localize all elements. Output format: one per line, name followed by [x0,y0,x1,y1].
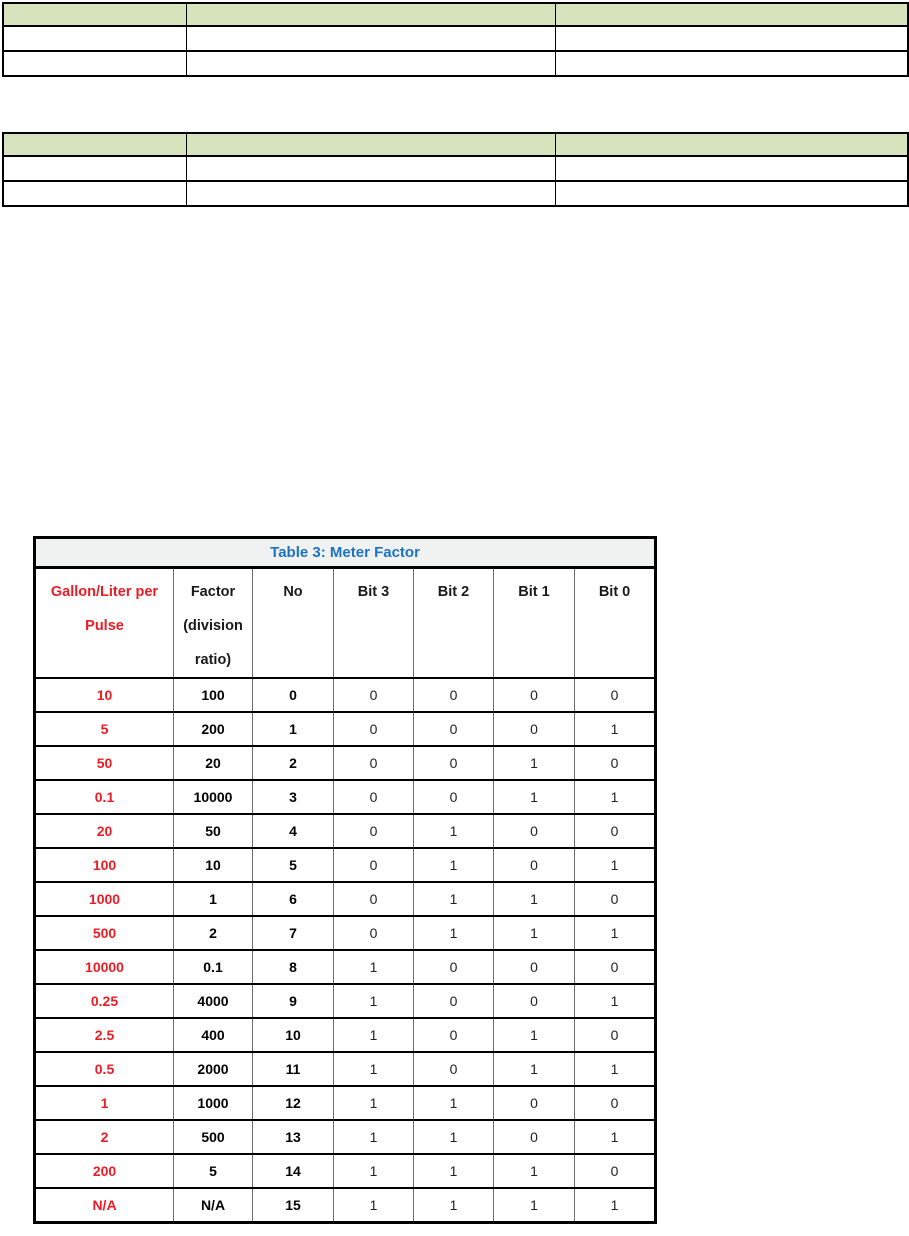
table-row [35,1188,656,1223]
table-cell: 2 [253,746,334,780]
table-cell: 1 [494,1188,575,1223]
table-cell: 1 [334,1154,414,1188]
table-row [35,712,656,746]
table-cell: 20 [35,814,174,848]
table-cell: 0 [575,678,656,712]
table-row [35,882,656,916]
table-row [35,984,656,1018]
table-cell: 400 [174,1018,253,1052]
empty-row [3,181,908,206]
table-cell: 1 [414,848,494,882]
empty-cell [555,181,908,206]
table-cell: 100 [174,678,253,712]
empty-cell [3,181,186,206]
table-cell: 13 [253,1120,334,1154]
table-cell: 1 [575,712,656,746]
table-cell: 1 [494,780,575,814]
table-cell: 200 [35,1154,174,1188]
table-row [35,1018,656,1052]
table-cell: 0 [414,678,494,712]
empty-header-row [3,3,908,26]
empty-row [3,51,908,76]
table-cell: 0 [414,780,494,814]
table-cell: 1 [414,882,494,916]
table-cell: 3 [253,780,334,814]
table-row [35,1154,656,1188]
table-cell: 0.25 [35,984,174,1018]
table-cell: 0.5 [35,1052,174,1086]
table-title-row [35,538,656,568]
table-cell: 14 [253,1154,334,1188]
empty-cell [186,26,555,51]
table-cell: 0 [414,1018,494,1052]
table-cell: 1 [334,1086,414,1120]
table-cell: 0 [494,984,575,1018]
column-header: Bit 2 [414,568,494,679]
table-cell: 20 [174,746,253,780]
table-cell: 6 [253,882,334,916]
table-cell: 4000 [174,984,253,1018]
table-cell: 9 [253,984,334,1018]
table-cell: 0 [575,950,656,984]
table-cell: 1 [575,984,656,1018]
table-cell: 10000 [174,780,253,814]
column-header: Gallon/Liter per Pulse [35,568,174,679]
table-cell: 1 [494,746,575,780]
table-row [35,1086,656,1120]
table-cell: 10 [253,1018,334,1052]
table-cell: N/A [35,1188,174,1223]
table-cell: 0 [334,848,414,882]
table-cell: N/A [174,1188,253,1223]
table-cell: 1 [414,1086,494,1120]
empty-cell [186,3,555,26]
table-cell: 1 [334,1018,414,1052]
table-cell: 1 [575,780,656,814]
empty-cell [186,181,555,206]
empty-table-second [2,132,909,207]
table-cell: 5 [174,1154,253,1188]
table-cell: 1 [414,814,494,848]
table-cell: 10 [35,678,174,712]
table-cell: 10 [174,848,253,882]
table-cell: 2 [174,916,253,950]
table-cell: 0 [494,950,575,984]
table-row [35,814,656,848]
empty-cell [3,26,186,51]
table-cell: 1 [334,950,414,984]
table-cell: 1 [575,1052,656,1086]
table-cell: 1 [414,1154,494,1188]
empty-cell [555,51,908,76]
table-cell: 7 [253,916,334,950]
table-cell: 1 [575,1120,656,1154]
table-cell: 0 [494,814,575,848]
empty-table-top [2,2,909,77]
table-cell: 1000 [174,1086,253,1120]
table-cell: 0 [414,1052,494,1086]
table-cell: 1 [494,916,575,950]
table-cell: 0 [494,1120,575,1154]
column-header: Bit 0 [575,568,656,679]
table-cell: 50 [174,814,253,848]
table-cell: 0 [575,1154,656,1188]
table-row [35,1120,656,1154]
table-cell: 1 [174,882,253,916]
table-cell: 2 [35,1120,174,1154]
table-row [35,746,656,780]
table-cell: 100 [35,848,174,882]
table-cell: 1 [414,1188,494,1223]
table-row [35,678,656,712]
table-cell: 1 [414,1120,494,1154]
meter-factor-table [33,536,657,1224]
empty-cell [555,156,908,181]
empty-cell [3,156,186,181]
table-cell: 0 [334,882,414,916]
table-cell: 200 [174,712,253,746]
table-cell: 11 [253,1052,334,1086]
table-cell: 1 [334,1120,414,1154]
table-cell: 0.1 [35,780,174,814]
table-cell: 1 [575,1188,656,1223]
table-cell: 0 [494,712,575,746]
table-row [35,1052,656,1086]
table-cell: 12 [253,1086,334,1120]
empty-cell [3,51,186,76]
empty-cell [186,51,555,76]
table-cell: 1 [494,1052,575,1086]
table-cell: 1 [494,1018,575,1052]
table-cell: 0 [334,780,414,814]
empty-cell [3,133,186,156]
table-cell: 50 [35,746,174,780]
table-row [35,950,656,984]
table-cell: 2000 [174,1052,253,1086]
column-header: Factor (division ratio) [174,568,253,679]
column-header: Bit 3 [334,568,414,679]
table-cell: 1 [35,1086,174,1120]
table-row [35,916,656,950]
column-header: Bit 1 [494,568,575,679]
table-cell: 1 [334,1188,414,1223]
table-cell: 5 [253,848,334,882]
table-cell: 1 [414,916,494,950]
table-cell: 0 [334,916,414,950]
column-header: No [253,568,334,679]
table-cell: 8 [253,950,334,984]
table-row [35,848,656,882]
table-cell: 1 [575,916,656,950]
table-cell: 0 [494,678,575,712]
table-cell: 0 [575,746,656,780]
empty-row [3,26,908,51]
table-cell: 0 [494,848,575,882]
table-cell: 2.5 [35,1018,174,1052]
table-cell: 0 [334,678,414,712]
empty-cell [3,3,186,26]
empty-cell [186,156,555,181]
table-cell: 0 [414,984,494,1018]
table-cell: 10000 [35,950,174,984]
table-title: Table 3: Meter Factor [35,538,656,568]
table-cell: 0 [494,1086,575,1120]
table-cell: 0 [414,746,494,780]
table-cell: 4 [253,814,334,848]
table-header-row [35,568,656,679]
empty-cell [555,26,908,51]
table-cell: 1 [334,984,414,1018]
table-cell: 0 [334,814,414,848]
table-cell: 500 [174,1120,253,1154]
table-cell: 1 [494,1154,575,1188]
table-cell: 1 [494,882,575,916]
empty-cell [555,3,908,26]
empty-header-row [3,133,908,156]
table-cell: 5 [35,712,174,746]
table-cell: 0 [334,712,414,746]
table-cell: 500 [35,916,174,950]
table-cell: 0 [253,678,334,712]
empty-cell [186,133,555,156]
table-cell: 0 [575,1086,656,1120]
table-cell: 0 [575,1018,656,1052]
table-cell: 15 [253,1188,334,1223]
table-cell: 1 [334,1052,414,1086]
table-cell: 0 [575,814,656,848]
table-cell: 0 [414,712,494,746]
table-row [35,780,656,814]
table-cell: 1 [253,712,334,746]
empty-row [3,156,908,181]
table-cell: 0 [334,746,414,780]
table-cell: 1 [575,848,656,882]
table-cell: 1000 [35,882,174,916]
table-cell: 0 [414,950,494,984]
table-cell: 0.1 [174,950,253,984]
table-cell: 0 [575,882,656,916]
empty-cell [555,133,908,156]
